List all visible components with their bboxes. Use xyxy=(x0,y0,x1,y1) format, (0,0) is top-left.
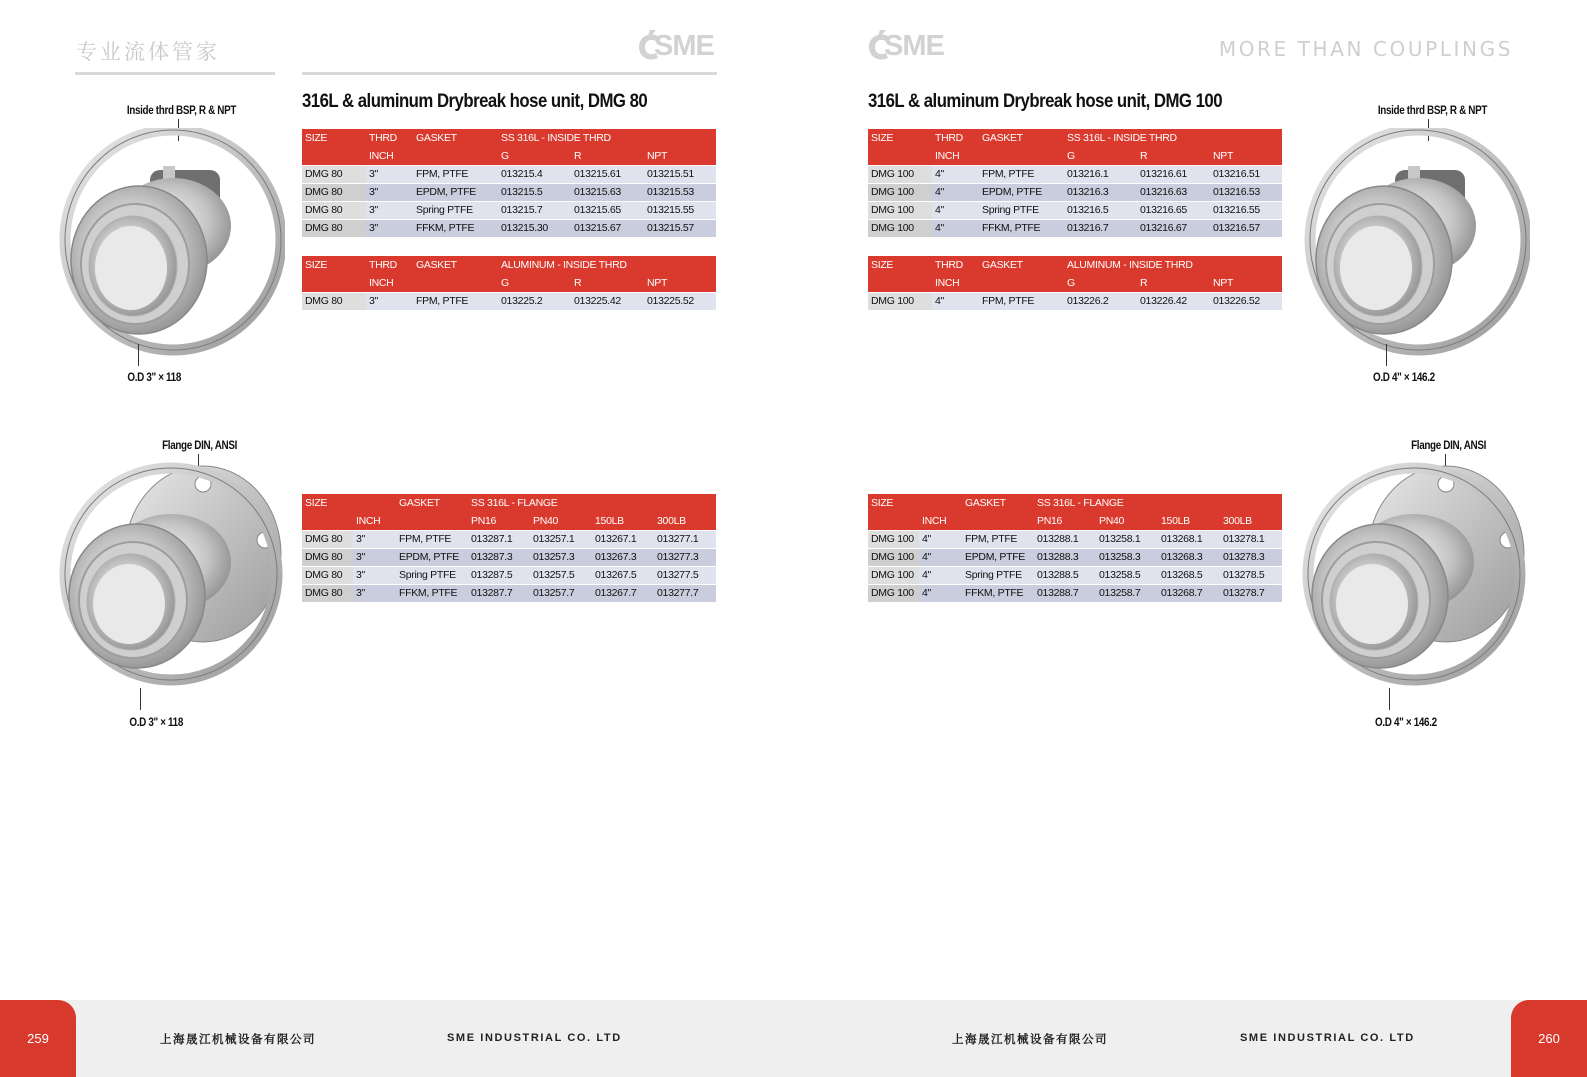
col-header: NPT xyxy=(1210,274,1282,292)
col-header: 300LB xyxy=(1220,512,1282,530)
cell: 013267.3 xyxy=(592,548,654,566)
cell: 013277.1 xyxy=(654,530,716,548)
table-row xyxy=(302,584,716,602)
table-header-row xyxy=(868,256,1282,274)
table-row xyxy=(868,292,1282,310)
col-header: NPT xyxy=(644,274,716,292)
table-header-row xyxy=(302,512,716,530)
cell: 4" xyxy=(919,548,962,566)
col-header xyxy=(413,147,498,165)
cell: 013287.7 xyxy=(468,584,530,602)
left-top-label-thread: Inside thrd BSP, R & NPT xyxy=(126,105,237,117)
col-header xyxy=(979,274,1064,292)
cell: 013258.7 xyxy=(1096,584,1158,602)
cell: 3" xyxy=(353,584,396,602)
cell: 013278.5 xyxy=(1220,566,1282,584)
cell: 013267.7 xyxy=(592,584,654,602)
cell: 013225.42 xyxy=(571,292,644,310)
cell: 3" xyxy=(366,183,413,201)
col-header-group: SS 316L - FLANGE xyxy=(468,494,716,512)
page-number-right: 260 xyxy=(1511,1000,1587,1077)
cell: 013215.53 xyxy=(644,183,716,201)
table-row xyxy=(868,219,1282,237)
right-ss-flange-table xyxy=(868,494,1282,602)
cell: 013267.1 xyxy=(592,530,654,548)
col-header: PN40 xyxy=(1096,512,1158,530)
cell: FPM, PTFE xyxy=(396,530,468,548)
cell: FFKM, PTFE xyxy=(396,584,468,602)
cell: 013216.51 xyxy=(1210,165,1282,183)
drybreak-coupling-flange-image xyxy=(1296,462,1526,692)
col-header: INCH xyxy=(919,512,962,530)
cell: 013215.4 xyxy=(498,165,571,183)
cell: DMG 80 xyxy=(302,530,353,548)
right-top-label-od: O.D 4" × 146.2 xyxy=(1373,372,1435,384)
left-ss-thread-table xyxy=(302,129,716,237)
cell: 013215.5 xyxy=(498,183,571,201)
cell: 013216.53 xyxy=(1210,183,1282,201)
cell: 013268.1 xyxy=(1158,530,1220,548)
table-row xyxy=(302,165,716,183)
col-header: R xyxy=(1137,147,1210,165)
cell: 4" xyxy=(932,292,979,310)
footer-company-cn-right: 上海晟江机械设备有限公司 xyxy=(952,1032,1108,1046)
cell: 3" xyxy=(353,530,396,548)
cell: DMG 80 xyxy=(302,201,366,219)
drybreak-coupling-flange-image xyxy=(53,462,283,692)
col-header: 150LB xyxy=(1158,512,1220,530)
cell: 013215.57 xyxy=(644,219,716,237)
table-row xyxy=(868,584,1282,602)
drybreak-coupling-thread-image xyxy=(55,128,285,358)
col-header: GASKET xyxy=(413,256,498,274)
cell: 013257.3 xyxy=(530,548,592,566)
leader-line xyxy=(140,688,141,710)
sme-logo-left xyxy=(636,30,732,64)
cell: 4" xyxy=(932,165,979,183)
col-header: INCH xyxy=(932,147,979,165)
col-header: G xyxy=(498,274,571,292)
cell: 4" xyxy=(932,219,979,237)
col-header: 300LB xyxy=(654,512,716,530)
cell: 013215.63 xyxy=(571,183,644,201)
cell: 013216.67 xyxy=(1137,219,1210,237)
cell: DMG 100 xyxy=(868,201,932,219)
cell: DMG 100 xyxy=(868,530,919,548)
cell: 3" xyxy=(366,219,413,237)
col-header: PN40 xyxy=(530,512,592,530)
page-number-left: 259 xyxy=(0,1000,76,1077)
cell: FPM, PTFE xyxy=(413,165,498,183)
cell: DMG 100 xyxy=(868,219,932,237)
logo-text: SME xyxy=(884,30,944,62)
drybreak-coupling-thread-image xyxy=(1300,128,1530,358)
col-header: INCH xyxy=(366,147,413,165)
table-header-row xyxy=(302,129,716,147)
leader-line xyxy=(1386,344,1387,366)
left-al-thread-table xyxy=(302,256,716,310)
cell: 4" xyxy=(932,183,979,201)
cell: 013216.63 xyxy=(1137,183,1210,201)
col-header: R xyxy=(1137,274,1210,292)
cell: 013277.7 xyxy=(654,584,716,602)
cell: 013257.1 xyxy=(530,530,592,548)
cell: 013267.5 xyxy=(592,566,654,584)
cell: 013277.5 xyxy=(654,566,716,584)
col-header: GASKET xyxy=(979,256,1064,274)
sme-logo-right xyxy=(866,30,962,64)
table-header-row xyxy=(302,274,716,292)
left-top-label-od: O.D 3" × 118 xyxy=(127,372,181,384)
cell: Spring PTFE xyxy=(413,201,498,219)
cell: 013278.1 xyxy=(1220,530,1282,548)
col-header: GASKET xyxy=(962,494,1034,512)
cell: 013287.5 xyxy=(468,566,530,584)
table-row xyxy=(868,183,1282,201)
cell: 013226.52 xyxy=(1210,292,1282,310)
cell: 013215.65 xyxy=(571,201,644,219)
table-row xyxy=(868,165,1282,183)
cell: 013215.7 xyxy=(498,201,571,219)
col-header: SIZE xyxy=(302,129,366,147)
cell: 013268.5 xyxy=(1158,566,1220,584)
cell: 013215.55 xyxy=(644,201,716,219)
cell: 013278.7 xyxy=(1220,584,1282,602)
cell: Spring PTFE xyxy=(962,566,1034,584)
col-header: G xyxy=(1064,274,1137,292)
col-header: R xyxy=(571,147,644,165)
table-row xyxy=(302,219,716,237)
leader-line xyxy=(138,344,139,366)
table-row xyxy=(302,566,716,584)
col-header: SIZE xyxy=(302,494,353,512)
cell: 013216.65 xyxy=(1137,201,1210,219)
cell: FFKM, PTFE xyxy=(962,584,1034,602)
col-header xyxy=(302,274,366,292)
col-header xyxy=(396,512,468,530)
cell: 4" xyxy=(919,566,962,584)
cell: DMG 100 xyxy=(868,566,919,584)
cell: 013216.61 xyxy=(1137,165,1210,183)
col-header-group: ALUMINUM - INSIDE THRD xyxy=(1064,256,1282,274)
table-header-row xyxy=(302,494,716,512)
cell: 013257.5 xyxy=(530,566,592,584)
cell: 013216.5 xyxy=(1064,201,1137,219)
cell: 013258.3 xyxy=(1096,548,1158,566)
col-header: G xyxy=(498,147,571,165)
cell: DMG 80 xyxy=(302,183,366,201)
col-header xyxy=(868,147,932,165)
cell: FPM, PTFE xyxy=(413,292,498,310)
right-al-thread-table xyxy=(868,256,1282,310)
cell: DMG 100 xyxy=(868,165,932,183)
cell: DMG 100 xyxy=(868,584,919,602)
cell: FPM, PTFE xyxy=(962,530,1034,548)
col-header: SIZE xyxy=(302,256,366,274)
leader-line xyxy=(1389,688,1390,710)
cell: 013216.3 xyxy=(1064,183,1137,201)
cell: DMG 80 xyxy=(302,566,353,584)
cell: 013268.7 xyxy=(1158,584,1220,602)
col-header xyxy=(353,494,396,512)
col-header: R xyxy=(571,274,644,292)
table-row xyxy=(302,292,716,310)
cell: Spring PTFE xyxy=(396,566,468,584)
footer-company-cn-left: 上海晟江机械设备有限公司 xyxy=(160,1032,316,1046)
cell: 013277.3 xyxy=(654,548,716,566)
cell: 013226.2 xyxy=(1064,292,1137,310)
col-header: INCH xyxy=(932,274,979,292)
cell: 013287.3 xyxy=(468,548,530,566)
cell: 013216.55 xyxy=(1210,201,1282,219)
footer-company-en-left: SME INDUSTRIAL CO. LTD xyxy=(447,1032,622,1044)
header-tagline-cn: 专业流体管家 xyxy=(76,40,220,64)
cell: DMG 80 xyxy=(302,584,353,602)
table-row xyxy=(302,201,716,219)
cell: 4" xyxy=(919,584,962,602)
cell: DMG 80 xyxy=(302,219,366,237)
cell: 3" xyxy=(366,292,413,310)
cell: DMG 100 xyxy=(868,292,932,310)
table-row xyxy=(868,201,1282,219)
right-bottom-label-od: O.D 4" × 146.2 xyxy=(1375,717,1437,729)
col-header: 150LB xyxy=(592,512,654,530)
col-header: GASKET xyxy=(979,129,1064,147)
cell: DMG 80 xyxy=(302,548,353,566)
col-header xyxy=(302,512,353,530)
right-ss-thread-table xyxy=(868,129,1282,237)
col-header: THRD xyxy=(932,256,979,274)
cell: 013257.7 xyxy=(530,584,592,602)
col-header xyxy=(302,147,366,165)
cell: 013215.67 xyxy=(571,219,644,237)
table-header-row xyxy=(868,512,1282,530)
header-tagline-en: MORE THAN COUPLINGS xyxy=(1218,37,1513,61)
cell: FPM, PTFE xyxy=(979,165,1064,183)
left-ss-flange-table xyxy=(302,494,716,602)
col-header: INCH xyxy=(366,274,413,292)
right-page-title: 316L & aluminum Drybreak hose unit, DMG 100 xyxy=(868,90,1223,112)
right-top-label-thread: Inside thrd BSP, R & NPT xyxy=(1377,105,1488,117)
cell: 013215.51 xyxy=(644,165,716,183)
cell: EPDM, PTFE xyxy=(413,183,498,201)
cell: FFKM, PTFE xyxy=(979,219,1064,237)
table-header-row xyxy=(868,494,1282,512)
col-header: GASKET xyxy=(413,129,498,147)
cell: Spring PTFE xyxy=(979,201,1064,219)
col-header xyxy=(413,274,498,292)
col-header: THRD xyxy=(366,256,413,274)
col-header-group: SS 316L - FLANGE xyxy=(1034,494,1282,512)
col-header: SIZE xyxy=(868,256,932,274)
col-header: GASKET xyxy=(396,494,468,512)
cell: EPDM, PTFE xyxy=(962,548,1034,566)
col-header: NPT xyxy=(644,147,716,165)
col-header xyxy=(962,512,1034,530)
cell: 013288.3 xyxy=(1034,548,1096,566)
col-header: SIZE xyxy=(868,129,932,147)
cell: 013225.52 xyxy=(644,292,716,310)
cell: DMG 100 xyxy=(868,548,919,566)
cell: DMG 100 xyxy=(868,183,932,201)
left-page-title: 316L & aluminum Drybreak hose unit, DMG 80 xyxy=(302,90,648,112)
cell: 013287.1 xyxy=(468,530,530,548)
table-row xyxy=(302,548,716,566)
cell: 013216.7 xyxy=(1064,219,1137,237)
cell: 013225.2 xyxy=(498,292,571,310)
cell: 4" xyxy=(919,530,962,548)
col-header: PN16 xyxy=(468,512,530,530)
col-header: G xyxy=(1064,147,1137,165)
col-header: THRD xyxy=(932,129,979,147)
cell: 013258.1 xyxy=(1096,530,1158,548)
col-header xyxy=(919,494,962,512)
cell: 013226.42 xyxy=(1137,292,1210,310)
table-row xyxy=(302,530,716,548)
table-header-row xyxy=(868,274,1282,292)
cell: FFKM, PTFE xyxy=(413,219,498,237)
col-header: PN16 xyxy=(1034,512,1096,530)
cell: 013258.5 xyxy=(1096,566,1158,584)
col-header: INCH xyxy=(353,512,396,530)
col-header: NPT xyxy=(1210,147,1282,165)
cell: 013216.1 xyxy=(1064,165,1137,183)
cell: 3" xyxy=(366,165,413,183)
cell: 013288.1 xyxy=(1034,530,1096,548)
table-row xyxy=(868,566,1282,584)
header-rule-left-short xyxy=(75,72,275,75)
cell: 013216.57 xyxy=(1210,219,1282,237)
col-header-group: SS 316L - INSIDE THRD xyxy=(1064,129,1282,147)
col-header-group: ALUMINUM - INSIDE THRD xyxy=(498,256,716,274)
left-bottom-label-flange: Flange DIN, ANSI xyxy=(162,440,238,452)
cell: 013268.3 xyxy=(1158,548,1220,566)
col-header xyxy=(868,274,932,292)
table-header-row xyxy=(868,129,1282,147)
table-header-row xyxy=(868,147,1282,165)
table-row xyxy=(868,548,1282,566)
cell: 4" xyxy=(932,201,979,219)
cell: 3" xyxy=(366,201,413,219)
table-header-row xyxy=(302,147,716,165)
cell: 013288.5 xyxy=(1034,566,1096,584)
table-row xyxy=(302,183,716,201)
cell: 3" xyxy=(353,566,396,584)
table-row xyxy=(868,530,1282,548)
table-header-row xyxy=(302,256,716,274)
col-header: THRD xyxy=(366,129,413,147)
cell: DMG 80 xyxy=(302,165,366,183)
logo-text: SME xyxy=(654,30,714,62)
cell: EPDM, PTFE xyxy=(979,183,1064,201)
cell: 3" xyxy=(353,548,396,566)
left-bottom-label-od: O.D 3" × 118 xyxy=(129,717,183,729)
col-header xyxy=(979,147,1064,165)
cell: 013215.61 xyxy=(571,165,644,183)
cell: FPM, PTFE xyxy=(979,292,1064,310)
col-header: SIZE xyxy=(868,494,919,512)
col-header xyxy=(868,512,919,530)
header-rule-left-long xyxy=(302,72,717,75)
cell: 013288.7 xyxy=(1034,584,1096,602)
right-bottom-label-flange: Flange DIN, ANSI xyxy=(1411,440,1487,452)
footer-company-en-right: SME INDUSTRIAL CO. LTD xyxy=(1240,1032,1415,1044)
col-header-group: SS 316L - INSIDE THRD xyxy=(498,129,716,147)
cell: 013278.3 xyxy=(1220,548,1282,566)
cell: EPDM, PTFE xyxy=(396,548,468,566)
cell: 013215.30 xyxy=(498,219,571,237)
cell: DMG 80 xyxy=(302,292,366,310)
